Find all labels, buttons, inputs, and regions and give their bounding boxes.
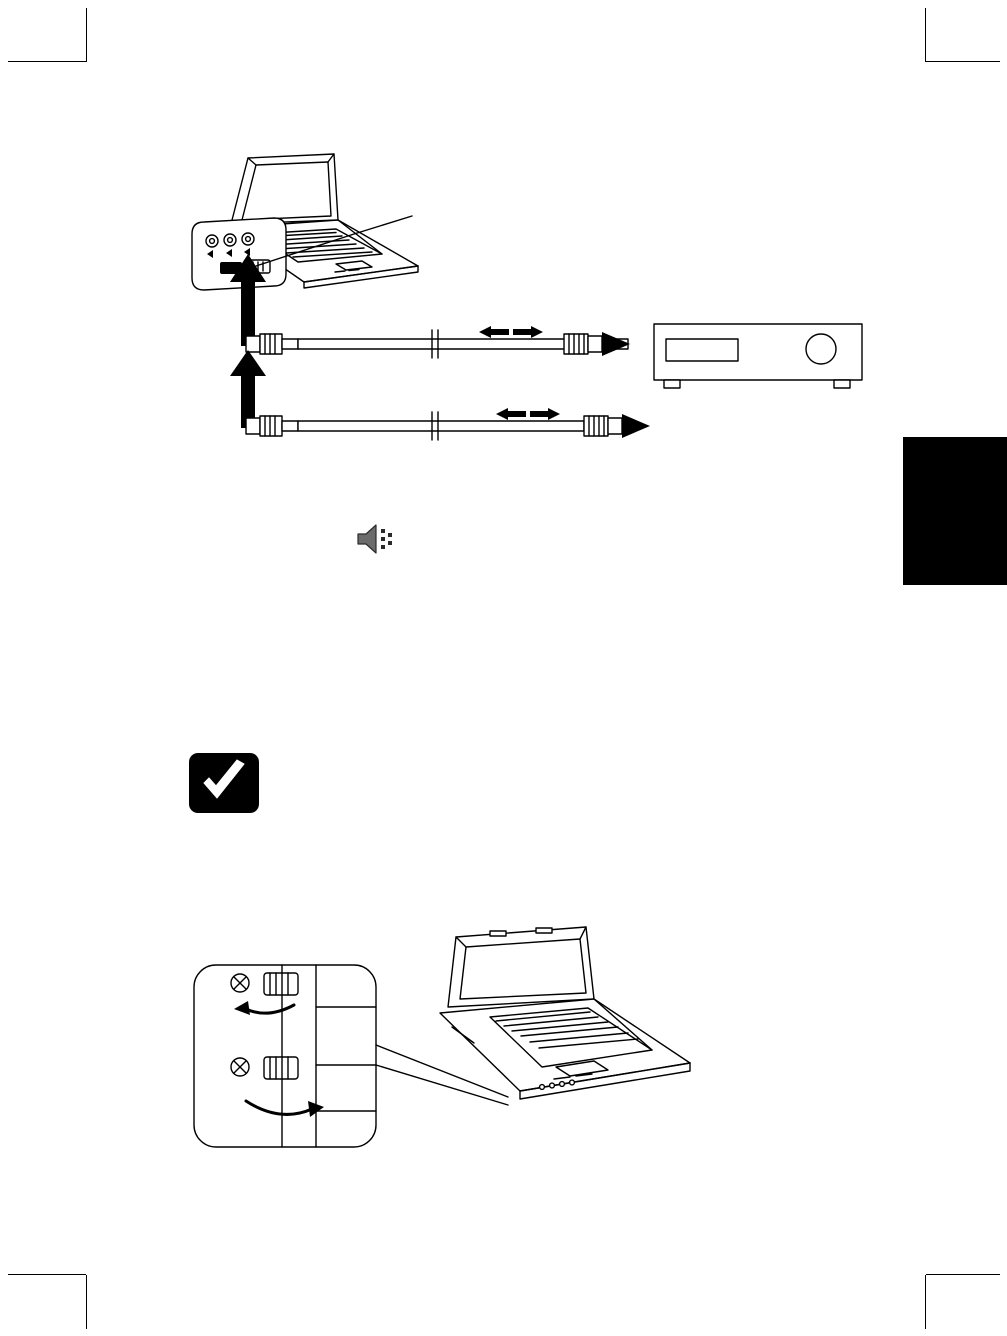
- chapter-thumb-tab: [903, 437, 1007, 585]
- crop-mark-top-left-vertical: [86, 8, 87, 62]
- audio-cable-lower: [246, 408, 650, 440]
- crop-mark-bottom-right-horizontal: [926, 1274, 1000, 1275]
- crop-mark-top-left-horizontal: [8, 61, 86, 62]
- speaker-volume-icon: [358, 525, 392, 553]
- length-indicator-lower: [496, 408, 560, 420]
- figure-switch-detail: [190, 915, 710, 1165]
- figure-audio-connection: [186, 136, 886, 456]
- crop-mark-bottom-left-vertical: [86, 1275, 87, 1329]
- crop-mark-top-right-vertical: [925, 8, 926, 62]
- length-indicator-upper: [479, 326, 543, 338]
- audio-device-illustration: [654, 324, 862, 388]
- crop-mark-top-right-horizontal: [926, 61, 1000, 62]
- figure-note-icon: [188, 752, 260, 814]
- note-check-icon: [189, 753, 259, 813]
- crop-mark-bottom-left-horizontal: [8, 1274, 86, 1275]
- crop-mark-bottom-right-vertical: [925, 1275, 926, 1329]
- switch-detail-callout: [194, 965, 376, 1147]
- audio-cable-upper: [246, 326, 630, 358]
- figure-speaker-icon: [350, 518, 420, 560]
- notebook-illustration-secondary: [440, 927, 690, 1099]
